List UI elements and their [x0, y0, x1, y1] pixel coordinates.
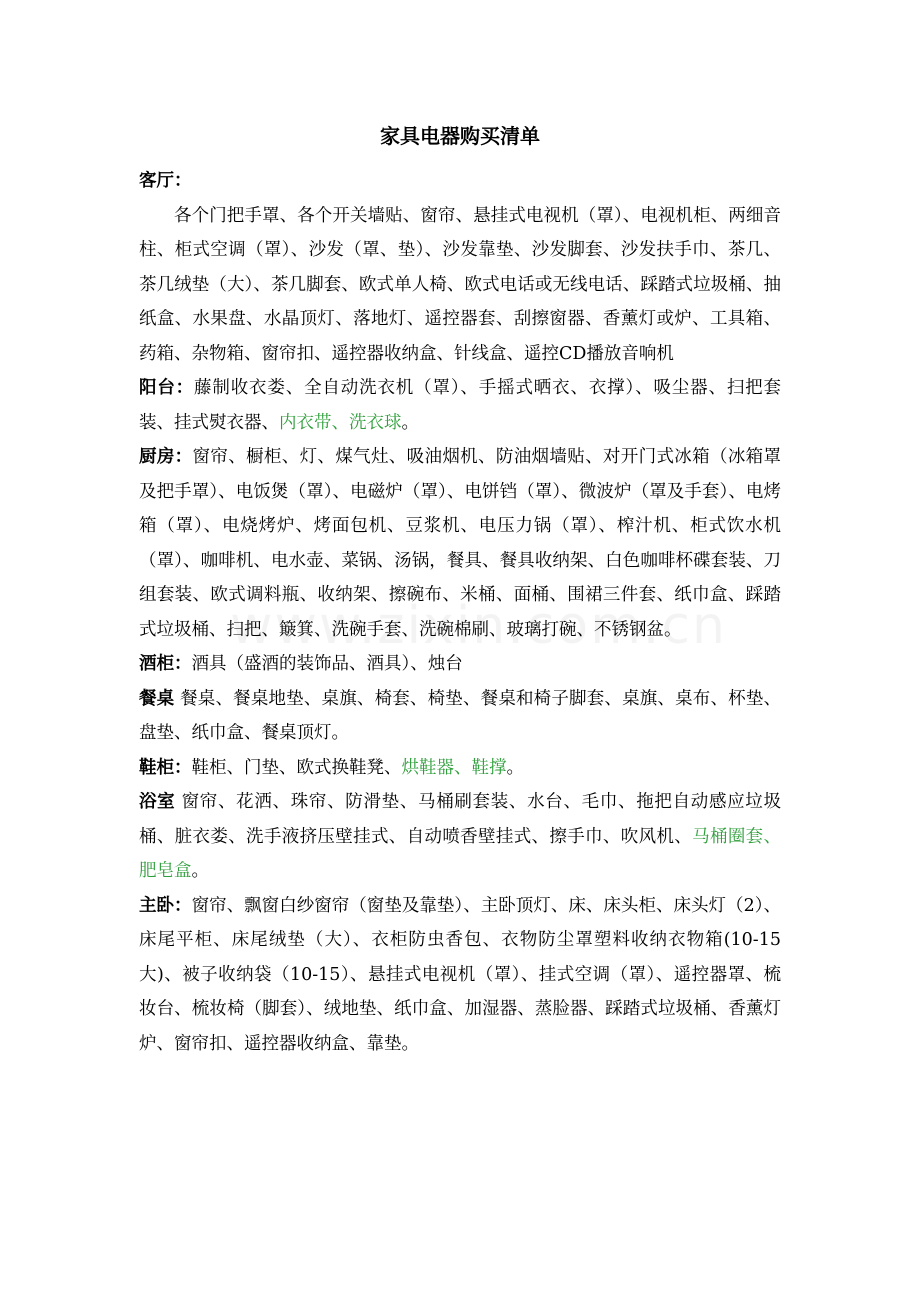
section-dining-table	[139, 682, 781, 751]
section-label: 客厅：	[139, 171, 192, 191]
section-text: 窗帘、花洒、珠帘、防滑垫、马桶刷套装、水台、毛巾、拖把自动感应垃圾桶、脏衣娄、洗手液挤压壁挂式、自动喷香壁挂式、擦手巾、吹风机、	[139, 792, 781, 847]
section-label: 酒柜：	[139, 654, 192, 674]
section-highlight: 马桶圈套、肥皂盒	[139, 826, 782, 881]
section-shoe-cabinet	[139, 751, 781, 786]
section-master-bedroom	[139, 889, 781, 1062]
section-text: 窗帘、飘窗白纱窗帘（窗垫及靠垫）、主卧顶灯、床、床头柜、床头灯（2）、床尾平柜、床尾绒垫（大）、衣柜防虫香包、衣物防尘罩塑料收纳衣物箱(10-15大)、被子收纳袋（10-15）、悬挂式电视机（罩）、挂式空调（罩）、遥控器罩、梳妆台、梳妆椅（脚套）、绒地垫、纸巾盒、加湿器、蒸脸器、踩踏式垃圾桶、香薰灯炉、窗帘扣、遥控器收纳盒、靠垫。	[139, 895, 781, 1054]
section-label: 厨房：	[139, 447, 193, 467]
section-end: 。	[401, 412, 419, 433]
section-label: 主卧：	[139, 895, 192, 916]
section-highlight: 烘鞋器、鞋撑	[401, 757, 507, 778]
section-highlight: 内衣带、洗衣球	[279, 412, 402, 433]
section-text: 藤制收衣娄、全自动洗衣机（罩）、手摇式晒衣、衣撑）、吸尘器、扫把套装、挂式熨衣器、	[139, 378, 782, 433]
section-label: 鞋柜：	[139, 757, 192, 778]
section-bathroom	[139, 785, 781, 889]
section-living-room-body	[139, 199, 781, 372]
section-balcony	[139, 371, 781, 440]
section-label: 餐桌	[139, 688, 175, 709]
section-text: 窗帘、橱柜、灯、煤气灶、吸油烟机、防油烟墙贴、对开门式冰箱（冰箱罩及把手罩）、电饭煲（罩）、电磁炉（罩）、电饼铛（罩）、微波炉（罩及手套）、电烤箱（罩）、电烧烤炉、烤面包机、豆浆机、电压力锅（罩）、榨汁机、柜式饮水机（罩）、咖啡机、电水壶、菜锅、汤锅，餐具、餐具收纳架、白色咖啡杯碟套装、刀组套装、欧式调料瓶、收纳架、擦碗布、米桶、面桶、围裙三件套、纸巾盒、踩踏式垃圾桶、扫把、簸箕、洗碗手套、洗碗棉刷、玻璃打碗、不锈钢盆。	[139, 447, 782, 640]
section-wine-cabinet	[139, 647, 781, 682]
section-text: 餐桌、餐桌地垫、桌旗、椅套、椅垫、餐桌和椅子脚套、桌旗、桌布、杯垫、盘垫、纸巾盒、餐桌顶灯。	[139, 688, 781, 743]
section-kitchen	[139, 440, 781, 647]
document-page	[139, 122, 781, 1061]
section-label: 阳台：	[139, 378, 195, 398]
document-title: 家具电器购买清单	[380, 124, 540, 148]
section-label: 浴室	[139, 792, 176, 812]
section-text: 酒具（盛酒的装饰品、酒具）、烛台	[191, 654, 463, 674]
section-end: 。	[506, 757, 524, 778]
section-text: 鞋柜、门垫、欧式换鞋凳、	[191, 757, 402, 778]
section-end: 。	[191, 861, 209, 881]
section-text: 各个门把手罩、各个开关墙贴、窗帘、悬挂式电视机（罩）、电视机柜、两细音柱、柜式空调（罩）、沙发（罩、垫）、沙发靠垫、沙发脚套、沙发扶手巾、茶几、茶几绒垫（大）、茶几脚套、欧式单人椅、欧式电话或无线电话、踩踏式垃圾桶、抽纸盒、水果盘、水晶顶灯、落地灯、遥控器套、刮擦窗器、香薰灯或炉、工具箱、药箱、杂物箱、窗帘扣、遥控器收纳盒、针线盒、遥控CD播放音响机	[139, 205, 781, 364]
section-living-room-heading	[139, 164, 781, 199]
